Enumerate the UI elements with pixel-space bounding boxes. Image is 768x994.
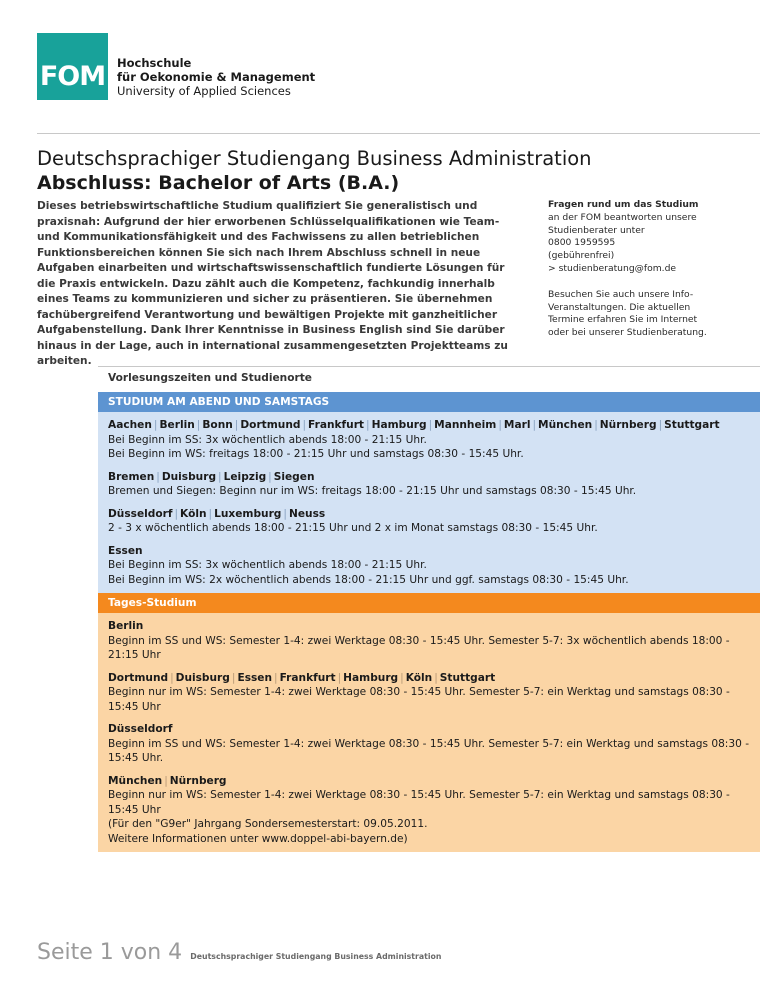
contact-sidebar <box>548 199 728 340</box>
evening-group <box>108 470 750 499</box>
schedule-line: 2 - 3 x wöchentlich abends 18:00 - 21:15 Uhr und 2 x im Monat samstags 08:30 - 15:45 Uhr. <box>108 522 598 534</box>
location-name: Bremen <box>108 470 155 483</box>
location-name: Duisburg <box>175 671 230 684</box>
evening-group <box>108 507 750 536</box>
schedule-line: Beginn im SS und WS: Semester 1-4: zwei Werktage 08:30 - 15:45 Uhr. Semester 5-7: 3x wöchentlich abends 18:00 - 21:15 Uhr <box>108 634 730 661</box>
location-name: Leipzig <box>223 470 267 483</box>
top-divider <box>37 133 760 134</box>
sidebar-info-2: Veranstaltungen. Die aktuellen <box>548 301 691 313</box>
schedule-line: Beginn im SS und WS: Semester 1-4: zwei Werktage 08:30 - 15:45 Uhr. Semester 5-7: ein Werktag und samstags 08:30 - 15:45 Uhr. <box>108 737 750 764</box>
day-group <box>108 722 750 766</box>
location-list <box>108 418 750 433</box>
location-list <box>108 774 750 789</box>
evening-heading: STUDIUM AM ABEND UND SAMSTAGS <box>98 392 760 412</box>
location-name: Berlin <box>108 620 144 632</box>
separator: | <box>594 419 598 431</box>
fom-logo <box>37 33 108 100</box>
page-footer <box>37 940 441 965</box>
location-list <box>108 470 750 485</box>
sidebar-info-3: Termine erfahren Sie im Internet <box>548 314 698 326</box>
page-number: Seite 1 von 4 <box>37 940 183 965</box>
day-section <box>98 593 760 852</box>
schedule-title: Vorlesungszeiten und Studienorte <box>108 372 312 384</box>
location-list <box>108 619 750 634</box>
separator: | <box>156 470 160 483</box>
location-name: Hamburg <box>371 419 427 431</box>
footer-title: Deutschsprachiger Studiengang Business Administration <box>190 952 442 961</box>
sidebar-info-4: oder bei unserer Studienberatung. <box>548 327 707 339</box>
location-list <box>108 722 750 737</box>
location-name: Stuttgart <box>439 671 496 684</box>
location-name: Essen <box>237 671 273 684</box>
location-name: Düsseldorf <box>108 507 173 520</box>
separator: | <box>274 671 278 684</box>
sidebar-info-1: Besuchen Sie auch unsere Info- <box>548 288 694 300</box>
location-name: Mannheim <box>434 419 497 431</box>
schedule-line: Bei Beginn im WS: 2x wöchentlich abends 18:00 - 21:15 Uhr und ggf. samstags 08:30 - 15:45 Uhr. <box>108 573 629 586</box>
separator: | <box>234 419 239 431</box>
separator: | <box>428 419 433 431</box>
schedule-line: Bei Beginn im WS: freitags 18:00 - 21:15 Uhr und samstags 08:30 - 15:45 Uhr. <box>108 448 524 460</box>
location-name: Marl <box>503 419 531 431</box>
separator: | <box>400 671 404 684</box>
separator: | <box>196 419 201 431</box>
schedule-line: Bremen und Siegen: Beginn nur im WS: freitags 18:00 - 21:15 Uhr und samstags 08:30 - 15:45 Uhr. <box>108 485 637 497</box>
separator: | <box>283 507 287 520</box>
location-name: Nürnberg <box>599 419 657 431</box>
sidebar-phone-note: (gebührenfrei) <box>548 250 615 262</box>
location-name: Köln <box>180 507 207 520</box>
sidebar-line-2: Studienberater unter <box>548 224 645 236</box>
location-list <box>108 671 750 686</box>
location-name: Duisburg <box>161 470 217 483</box>
location-name: Frankfurt <box>279 671 336 684</box>
separator: | <box>174 507 179 520</box>
logo-line-2: für Oekonomie & Management <box>117 70 316 84</box>
evening-section <box>98 392 760 593</box>
location-name: Berlin <box>159 419 195 431</box>
separator: | <box>366 419 370 431</box>
location-name: Neuss <box>288 507 326 520</box>
separator: | <box>658 419 663 431</box>
location-name: Dortmund <box>108 671 169 684</box>
schedule-line: Bei Beginn im SS: 3x wöchentlich abends 18:00 - 21:15 Uhr. <box>108 559 427 571</box>
schedule-line: Bei Beginn im SS: 3x wöchentlich abends 18:00 - 21:15 Uhr. <box>108 433 427 446</box>
page-title: Deutschsprachiger Studiengang Business Administration <box>37 147 592 170</box>
separator: | <box>153 419 158 431</box>
degree-title: Abschluss: Bachelor of Arts (B.A.) <box>37 172 400 194</box>
location-name: Essen <box>108 544 143 557</box>
location-name: Bonn <box>202 419 233 431</box>
separator: | <box>434 671 438 684</box>
separator: | <box>498 419 502 431</box>
schedule-line: (Für den "G9er" Jahrgang Sondersemesterstart: 09.05.2011. <box>108 818 428 830</box>
sidebar-phone: 0800 1959595 <box>548 237 616 249</box>
logo-line-3: University of Applied Sciences <box>117 84 291 98</box>
day-body <box>98 613 760 852</box>
schedule-line: Weitere Informationen unter www.doppel-abi-bayern.de) <box>108 832 408 845</box>
location-name: Luxemburg <box>214 507 282 520</box>
location-name: München <box>538 419 593 431</box>
location-list <box>108 507 750 522</box>
separator: | <box>231 671 236 684</box>
location-name: Hamburg <box>343 671 399 684</box>
day-group <box>108 619 750 663</box>
separator: | <box>337 671 342 684</box>
intro-paragraph: Dieses betriebswirtschaftliche Studium qualifiziert Sie generalistisch und praxisnah: Aufgrund der hier erworbenen Schlüsselqualifikationen wie Team- und Kommunikationsfähigkeit und des Fachwissens zu allen betrieblichen Funktionsbereichen können Sie sich nach Ihrem Abschluss schnell in neue Aufgaben einarbeiten und wirtschaftswissenschaftlich fundierte Lösungen für die Praxis entwickeln. Dazu zählt auch die Kompetenz, fachkundig innerhalb eines Teams zu kommunizieren und sicher zu präsentieren. Sie übernehmen fachübergreifend Verantwortung und bewältigen Projekte mit ganzheitlicher Aufgabenstellung. Dank Ihrer Kenntnisse in Business English sind Sie darüber hinaus in der Lage, auch in international zusammengesetzten Projektteams zu arbeiten. <box>37 200 508 367</box>
sidebar-heading: Fragen rund um das Studium <box>548 199 699 210</box>
evening-group <box>108 418 750 462</box>
location-name: Nürnberg <box>169 774 227 787</box>
day-group <box>108 671 750 715</box>
separator: | <box>208 507 213 520</box>
separator: | <box>218 470 222 483</box>
location-list <box>108 544 750 559</box>
location-name: Aachen <box>108 419 152 431</box>
schedule-line: Beginn nur im WS: Semester 1-4: zwei Werktage 08:30 - 15:45 Uhr. Semester 5-7: ein Werktag und samstags 08:30 - 15:45 Uhr <box>108 789 730 816</box>
separator: | <box>302 419 307 431</box>
logo-line-1: Hochschule <box>117 56 192 70</box>
sidebar-email-link[interactable]: > studienberatung@fom.de <box>548 262 677 274</box>
location-name: Siegen <box>273 470 315 483</box>
day-group <box>108 774 750 847</box>
location-name: Düsseldorf <box>108 723 173 735</box>
location-name: Köln <box>405 671 433 684</box>
location-name: Stuttgart <box>664 419 720 431</box>
institution-name <box>117 56 315 98</box>
separator: | <box>170 671 174 684</box>
day-heading: Tages-Studium <box>98 593 760 613</box>
evening-group <box>108 544 750 588</box>
logo-mark: FOM <box>39 61 106 92</box>
evening-body <box>98 412 760 593</box>
location-name: Frankfurt <box>308 419 364 431</box>
separator: | <box>268 470 272 483</box>
schedule-line: Beginn nur im WS: Semester 1-4: zwei Werktage 08:30 - 15:45 Uhr. Semester 5-7: ein Werktag und samstags 08:30 - 15:45 Uhr <box>108 686 730 713</box>
sidebar-line-1: an der FOM beantworten unsere <box>548 211 697 223</box>
location-name: Dortmund <box>240 419 301 431</box>
separator: | <box>532 419 537 431</box>
location-name: München <box>108 774 163 787</box>
separator: | <box>164 774 168 787</box>
schedule-divider <box>98 366 760 367</box>
